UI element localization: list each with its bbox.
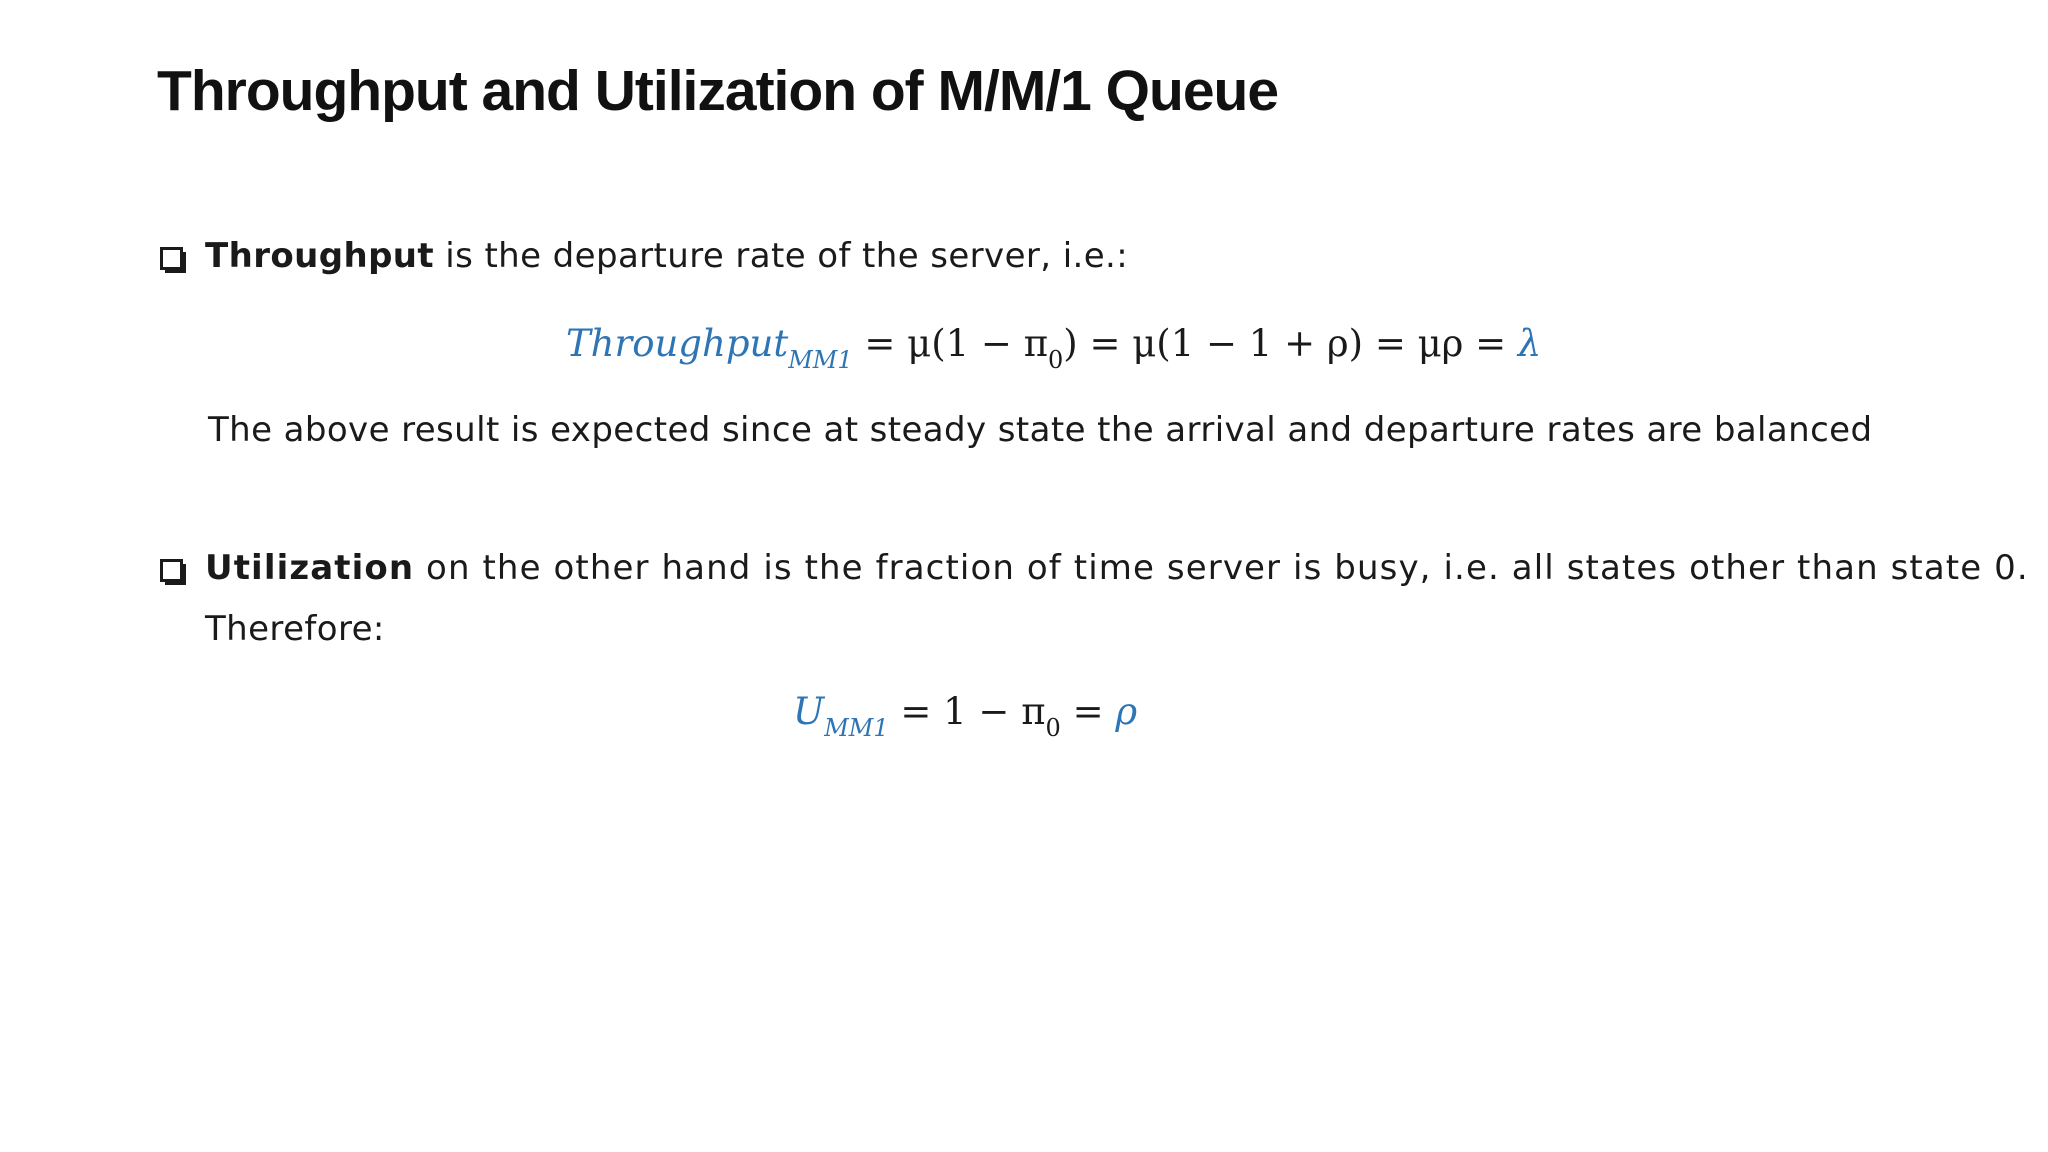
throughput-equation — [566, 322, 1542, 374]
utilization-equation — [793, 690, 1138, 742]
throughput-eq-middle-2: ) = μ(1 − 1 + ρ) = μρ = — [1063, 322, 1518, 365]
throughput-definition-text: is the departure rate of the server, i.e.: — [434, 236, 1129, 276]
utilization-eq-lhs-subscript: MM1 — [824, 714, 889, 742]
throughput-eq-lhs-subscript: MM1 — [788, 346, 853, 374]
utilization-eq-lhs: U — [793, 690, 825, 733]
throughput-term: Throughput — [205, 236, 435, 276]
utilization-eq-rhs: ρ — [1115, 690, 1138, 733]
throughput-definition — [205, 236, 1128, 276]
utilization-term: Utilization — [205, 548, 415, 588]
utilization-continuation: Therefore: — [205, 609, 385, 649]
slide-title: Throughput and Utilization of M/M/1 Queue — [157, 59, 1279, 123]
utilization-definition-text: on the other hand is the fraction of time server is busy, i.e. all states other than state 0. — [414, 548, 2029, 588]
utilization-definition — [205, 548, 2029, 588]
throughput-note: The above result is expected since at steady state the arrival and departure rates are balanced — [208, 410, 1873, 450]
throughput-eq-rhs: λ — [1517, 322, 1542, 365]
checkbox-bullet-icon — [160, 559, 183, 582]
utilization-eq-middle: = 1 − π — [888, 690, 1046, 733]
throughput-eq-lhs: Throughput — [566, 322, 789, 365]
utilization-eq-pi-subscript: 0 — [1045, 714, 1061, 742]
throughput-eq-pi-subscript: 0 — [1048, 346, 1064, 374]
utilization-eq-equals: = — [1060, 690, 1116, 733]
throughput-eq-middle-1: = μ(1 − π — [852, 322, 1049, 365]
checkbox-bullet-icon — [160, 247, 183, 270]
